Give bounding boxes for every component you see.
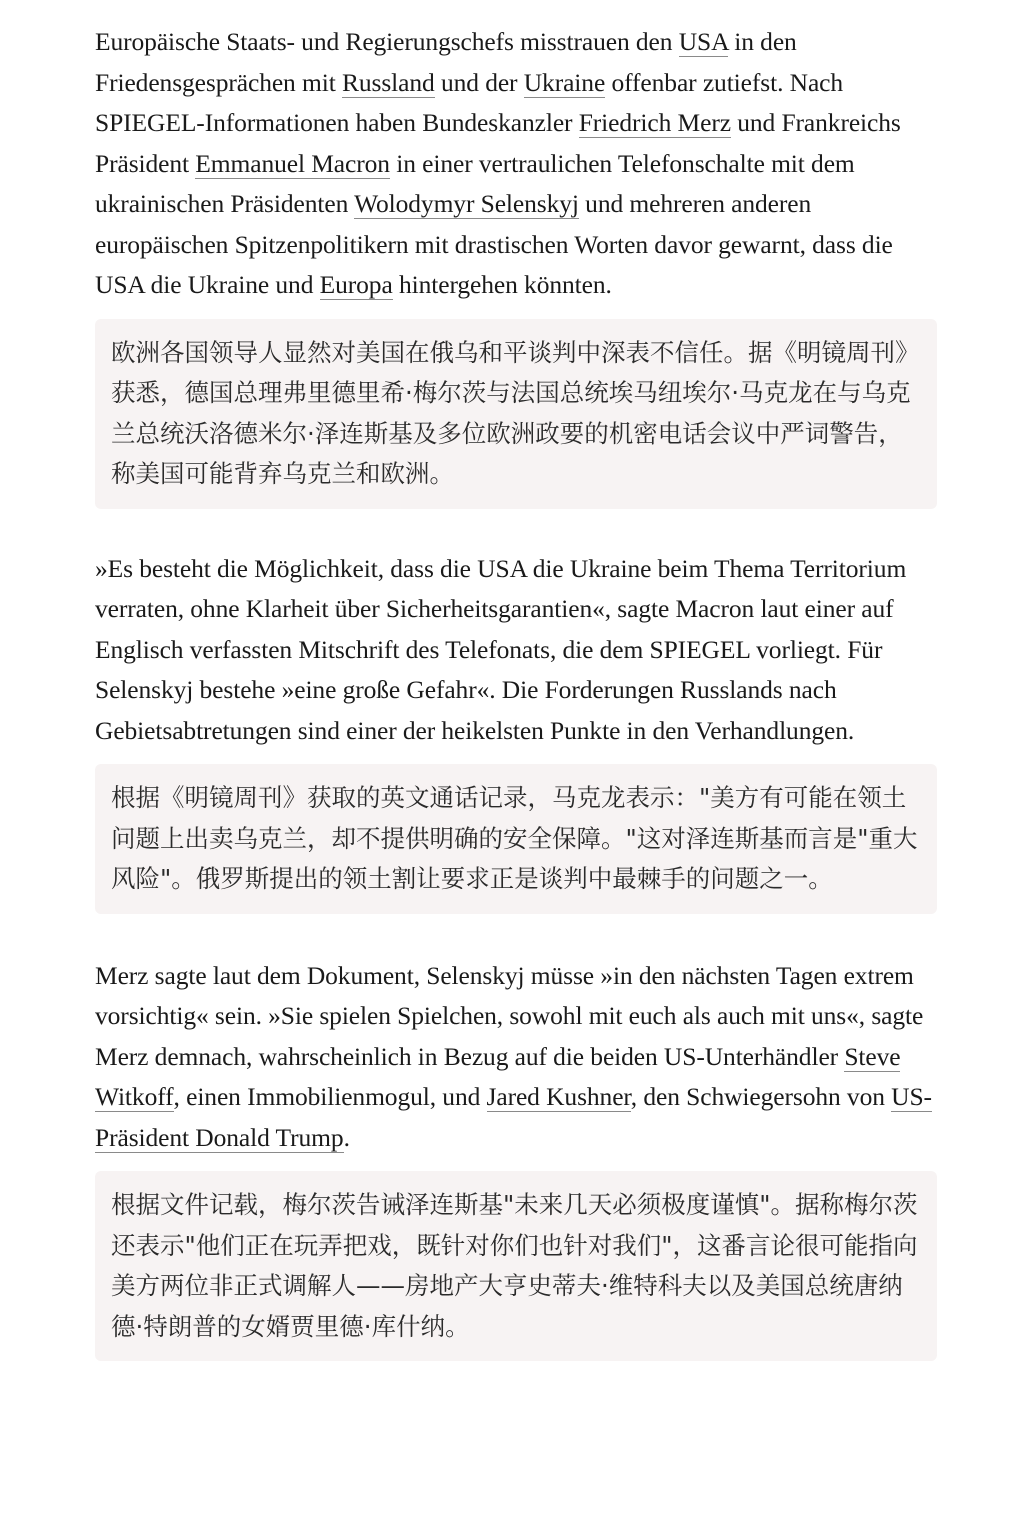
text-segment: in einer vertraulichen Telefonschalte mit dem ukrainischen Präsidenten (95, 148, 855, 218)
text-segment: und Frankreichs Präsident (95, 108, 901, 178)
link-ukraine[interactable]: Ukraine (523, 67, 606, 97)
text-segment: , einen Immobilienmogul, und (173, 1082, 487, 1111)
link-donald-trump[interactable]: US-Präsident Donald Trump (95, 1082, 932, 1152)
text-segment: in den Friedensgesprächen mit (95, 27, 797, 97)
article-paragraph-1 (95, 22, 937, 306)
text-segment: hintergehen könnten. (392, 270, 612, 299)
text-segment: offenbar zutiefst. Nach SPIEGEL-Informationen haben Bundeskanzler (95, 67, 844, 137)
text-segment: Europäische Staats- und Regierungschefs misstrauen den (95, 27, 679, 56)
link-jared-kushner[interactable]: Jared Kushner (486, 1082, 631, 1111)
link-emmanuel-macron[interactable]: Emmanuel Macron (195, 148, 390, 178)
text-segment: »Es besteht die Möglichkeit, dass die USA die Ukraine beim Thema Territorium verraten, ohne Klarheit über Sicherheitsgarantien«, sagte Macron laut einer auf Englisch verfassten Mitschrift des Telefonats, die dem SPIEGEL vorliegt. Für Selenskyj bestehe »eine große Gefahr«. Die Forderungen Russlands nach Gebietsabtretungen sind einer der heikelsten Punkte in den Verhandlungen. (95, 553, 907, 745)
link-wolodymyr-selenskyj[interactable]: Wolodymyr Selenskyj (354, 189, 579, 218)
link-friedrich-merz[interactable]: Friedrich Merz (578, 108, 731, 137)
link-russland[interactable]: Russland (341, 67, 435, 97)
text-segment: Merz sagte laut dem Dokument, Selenskyj müsse »in den nächsten Tagen extrem vorsichtig« sein. »Sie spielen Spielchen, sowohl mit euch als auch mit uns«, sagte Merz demnach, wahrscheinlich in Bezug auf die beiden US-Unterhändler (95, 960, 924, 1071)
text-segment: . (343, 1122, 350, 1152)
text-segment: und mehreren anderen europäischen Spitzenpolitikern mit drastischen Worten davor gewarnt, dass die USA die Ukraine und (95, 189, 893, 299)
article-paragraph-3 (95, 956, 937, 1159)
translation-box-2: 根据《明镜周刊》获取的英文通话记录，马克龙表示："美方有可能在领土问题上出卖乌克兰，却不提供明确的安全保障。"这对泽连斯基而言是"重大风险"。俄罗斯提出的领土割让要求正是谈判中最棘手的问题之一。 (95, 764, 937, 914)
link-steve-witkoff[interactable]: Steve Witkoff (95, 1041, 901, 1111)
translation-box-1: 欧洲各国领导人显然对美国在俄乌和平谈判中深表不信任。据《明镜周刊》获悉，德国总理弗里德里希·梅尔茨与法国总统埃马纽埃尔·马克龙在与乌克兰总统沃洛德米尔·泽连斯基及多位欧洲政要的机密电话会议中严词警告，称美国可能背弃乌克兰和欧洲。 (95, 319, 937, 509)
link-usa[interactable]: USA (678, 27, 728, 56)
text-segment: und der (434, 67, 524, 97)
link-europa[interactable]: Europa (319, 270, 393, 299)
translation-box-3: 根据文件记载，梅尔茨告诫泽连斯基"未来几天必须极度谨慎"。据称梅尔茨还表示"他们正在玩弄把戏，既针对你们也针对我们"，这番言论很可能指向美方两位非正式调解人——房地产大亨史蒂夫·维特科夫以及美国总统唐纳德·特朗普的女婿贾里德·库什纳。 (95, 1171, 937, 1361)
article-body (95, 22, 937, 1361)
text-segment: , den Schwiegersohn von (630, 1082, 892, 1111)
article-paragraph-2 (95, 549, 937, 752)
